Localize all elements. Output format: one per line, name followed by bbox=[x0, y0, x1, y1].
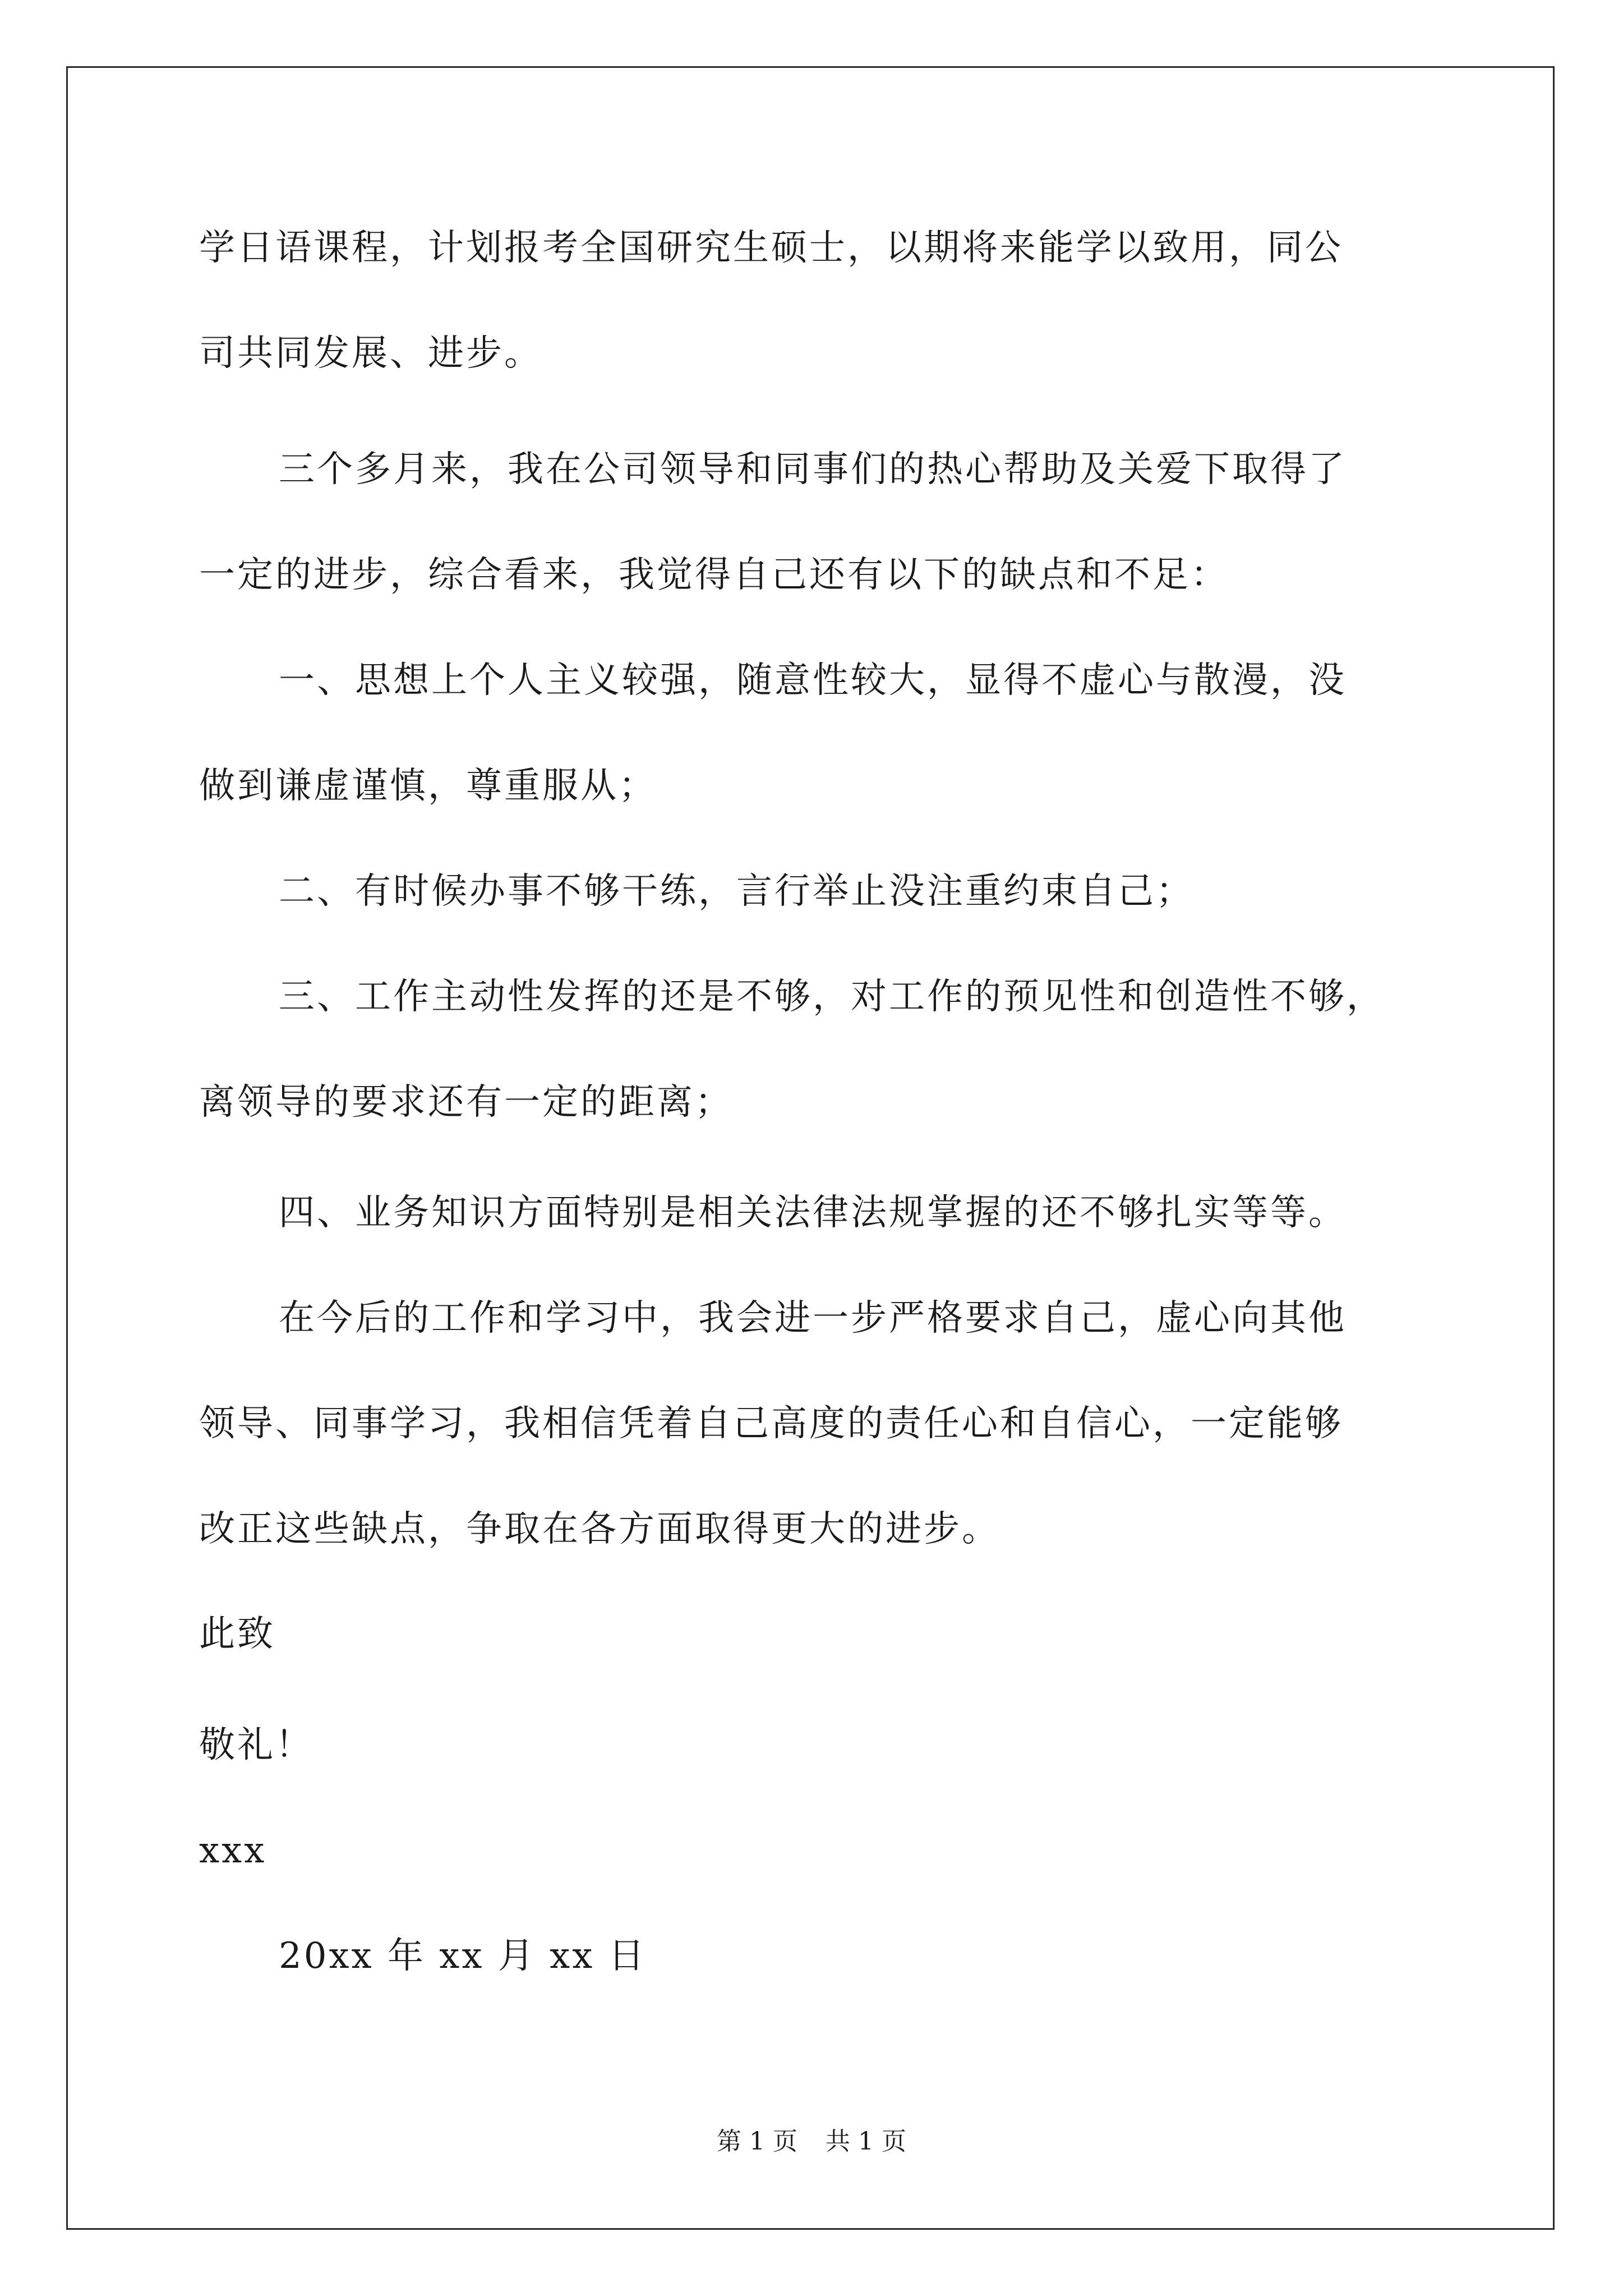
body-line: 在今后的工作和学习中，我会进一步严格要求自己，虚心向其他 bbox=[279, 1297, 1347, 1339]
body-line: 改正这些缺点，争取在各方面取得更大的进步。 bbox=[199, 1508, 1000, 1550]
body-line: 三个多月来，我在公司领导和同事们的热心帮助及关爱下取得了 bbox=[279, 449, 1347, 490]
body-line: 三、工作主动性发挥的还是不够，对工作的预见性和创造性不够， bbox=[279, 976, 1385, 1018]
page-footer bbox=[0, 2126, 1623, 2157]
salutation-line-1: 此致 bbox=[199, 1613, 275, 1655]
body-line: 四、业务知识方面特别是相关法律法规掌握的还不够扎实等等。 bbox=[279, 1192, 1347, 1234]
page-number-total: 共 1 页 bbox=[826, 2127, 906, 2156]
signature: xxx bbox=[199, 1830, 267, 1871]
body-line: 二、有时候办事不够干练，言行举止没注重约束自己； bbox=[279, 871, 1194, 912]
page-border bbox=[66, 66, 1555, 2230]
salutation-line-2: 敬礼！ bbox=[199, 1724, 313, 1766]
body-line: 司共同发展、进步。 bbox=[199, 333, 542, 374]
body-line: 领导、同事学习，我相信凭着自己高度的责任心和自信心，一定能够 bbox=[199, 1403, 1343, 1444]
body-line: 学日语课程，计划报考全国研究生硕士，以期将来能学以致用，同公 bbox=[199, 227, 1343, 269]
body-line: 一、思想上个人主义较强，随意性较大，显得不虚心与散漫，没 bbox=[279, 660, 1347, 701]
body-line: 做到谦虚谨慎，尊重服从； bbox=[199, 765, 657, 807]
page-number-current: 第 1 页 bbox=[717, 2127, 797, 2156]
body-line: 离领导的要求还有一定的距离； bbox=[199, 1082, 733, 1123]
letter-date: 20xx 年 xx 月 xx 日 bbox=[279, 1935, 647, 1977]
body-line: 一定的进步，综合看来，我觉得自己还有以下的缺点和不足： bbox=[199, 554, 1229, 596]
